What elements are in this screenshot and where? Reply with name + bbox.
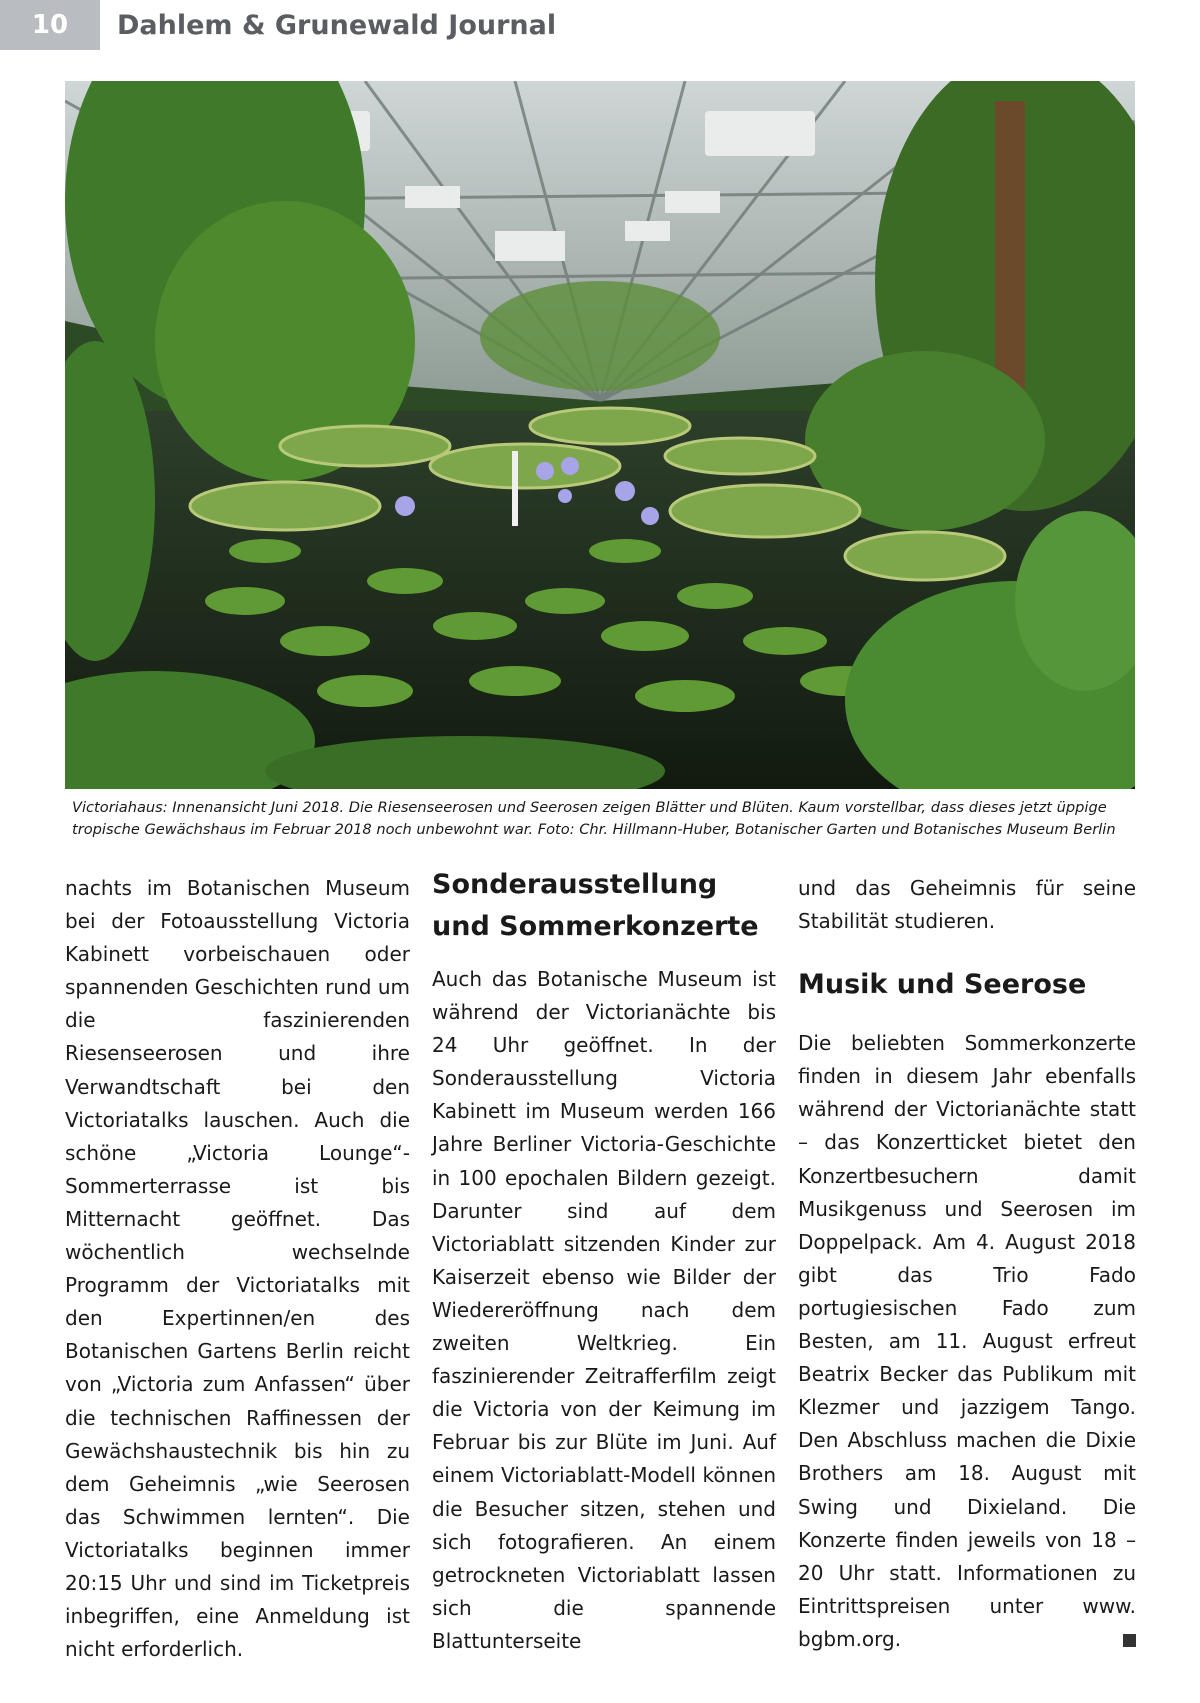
photo-caption: Victoriahaus: Innenansicht Juni 2018. Die Riesenseerosen und Seerosen zeigen Blätter und Blüten. Kaum vorstellbar, dass dieses jetzt üppige tropische Gewächshaus im Februar 2018 noch unbewohnt war. Foto: Chr. Hillmann-Huber, Botanischer Garten und Botanisches Museum Berlin <box>72 799 1116 838</box>
section-heading-exhibition: Sonderausstellung und Sommerkonzerte <box>432 869 759 942</box>
article-paragraph: und das Geheimnis für seine Stabilität studieren. <box>798 876 1136 934</box>
page-number: 10 <box>0 0 100 50</box>
article-column-2 <box>432 869 776 1658</box>
journal-title: Dahlem & Grunewald Journal <box>117 9 557 41</box>
article-column-3 <box>798 872 1136 1656</box>
article-paragraph-text: Die beliebten Sommerkonzerte finden in diesem Jahr ebenfalls während der Victorianächte statt – das Konzertticket bietet den Konzertbesuchern damit Musikgenuss und Seerosen im Doppelpack. Am 4. August 2018 gibt das Trio Fado portugiesischen Fado zum Besten, am 11. August erfreut Beatrix Becker das Publikum mit Klezmer und jazzigem Tango. Den Abschluss machen die Dixie Brothers am 18. August mit Swing und Dixieland. Die Konzerte finden jeweils von 18 – 20 Uhr statt. Informationen zu Eintrittspreisen unter www. bgbm.org. <box>798 1031 1136 1651</box>
end-of-article-mark <box>1123 1634 1136 1647</box>
greenhouse-photo <box>65 81 1135 789</box>
greenhouse-illustration <box>65 81 1135 789</box>
article-paragraph: Auch das Botanische Museum ist während der Victorianächte bis 24 Uhr geöffnet. In der Sonderausstellung Victoria Kabinett im Museum werden 166 Jahre Berliner Victoria-Geschichte in 100 epochalen Bildern gezeigt. Darunter sind auf dem Victoriablatt sitzenden Kinder zur Kaiserzeit ebenso wie Bilder der Wiedereröffnung nach dem zweiten Weltkrieg. Ein faszinierender Zeitrafferfilm zeigt die Victoria von der Keimung im Februar bis zur Blüte im Juni. Auf einem Victoriablatt-Modell können die Besucher sitzen, stehen und sich fotografieren. An einem getrockneten Victoriablatt lassen sich die spannende Blattunterseite <box>432 967 776 1653</box>
article-paragraph: nachts im Botanischen Museum bei der Fotoausstellung Victoria Kabinett vorbeischauen oder spannenden Geschichten rund um die faszinierenden Riesenseerosen und ihre Verwandtschaft bei den Victoriatalks lauschen. Auch die schöne „Victoria Lounge“-Sommerterrasse ist bis Mitternacht geöffnet. Das wöchentlich wechselnde Programm der Victoriatalks mit den Expertinnen/en des Botanischen Gartens Berlin reicht von „Victoria zum Anfassen“ über die technischen Raffinessen der Gewächshaustechnik bis hin zu dem Geheimnis „wie Seerosen das Schwimmen lernten“. Die Victoriatalks beginnen immer 20:15 Uhr und sind im Ticketpreis inbegriffen, eine Anmeldung ist nicht erforderlich. <box>65 876 410 1662</box>
article-paragraph-last <box>798 1027 1136 1656</box>
article-column-1 <box>65 872 410 1666</box>
section-heading-music: Musik und Seerose <box>798 969 1087 1001</box>
